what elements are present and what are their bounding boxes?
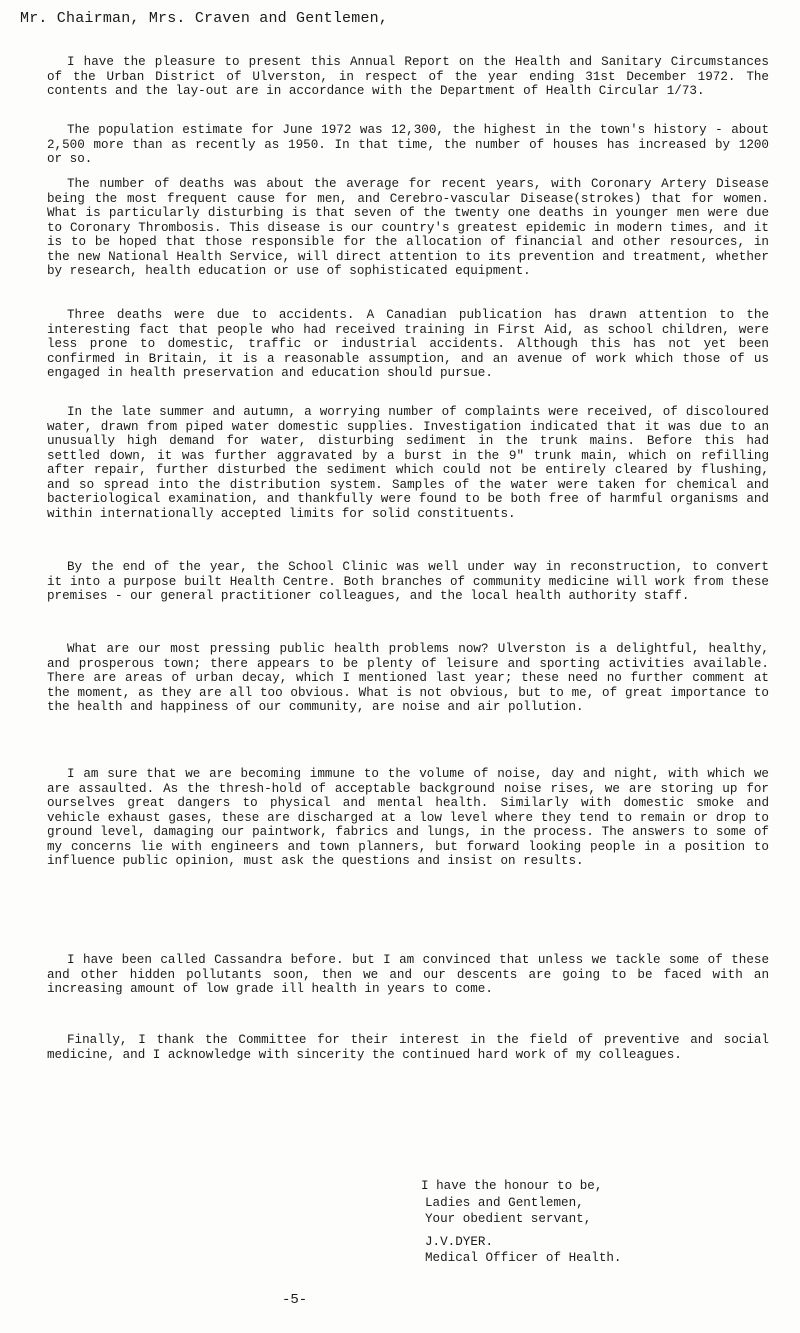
- closing-block: [421, 1178, 622, 1267]
- closing-line-honour: I have the honour to be,: [421, 1179, 603, 1193]
- paragraph-accidents: Three deaths were due to accidents. A Canadian publication has drawn attention to the interesting fact that people who had received training in First Aid, as school children, were less prone to domestic, traffic or industrial accidents. Although this has not yet been confirmed in Britain, it is a reasonable assumption, and an avenue of work which those of us engaged in health preservation and education should pursue.: [47, 308, 769, 380]
- closing-line-servant: Your obedient servant,: [425, 1212, 592, 1226]
- page-number: -5-: [282, 1292, 308, 1308]
- salutation: Mr. Chairman, Mrs. Craven and Gentlemen,: [20, 10, 389, 27]
- signature-title: Medical Officer of Health.: [425, 1251, 622, 1265]
- paragraph-thanks: Finally, I thank the Committee for their interest in the field of preventive and social medicine, and I acknowledge with sincerity the continued hard work of my colleagues.: [47, 1033, 769, 1062]
- paragraph-cassandra: I have been called Cassandra before. but I am convinced that unless we tackle some of these and other hidden pollutants soon, then we and our descents are going to be faced with an increasing amount of low grade ill health in years to come.: [47, 953, 769, 996]
- closing-line-ladies: Ladies and Gentlemen,: [425, 1195, 584, 1210]
- paragraph-population: The population estimate for June 1972 was 12,300, the highest in the town's history - about 2,500 more than as recently as 1950. In that time, the number of houses has increased by 1200 or so.: [47, 123, 769, 166]
- signature-name: J.V.DYER.: [425, 1234, 494, 1249]
- paragraph-deaths: The number of deaths was about the average for recent years, with Coronary Artery Disease being the most frequent cause for men, and Cerebro-vascular Disease(strokes) that for women. What is particularly disturbing is that seven of the twenty one deaths in younger men were due to Coronary Thrombosis. This disease is our country's greatest epidemic in modern times, and it is to be hoped that those responsible for the allocation of financial and other resources, in the new National Health Service, will direct attention to its prevention and treatment, whether by research, health education or use of sophisticated equipment.: [47, 177, 769, 278]
- paragraph-health-centre: By the end of the year, the School Clinic was well under way in reconstruction, to convert it into a purpose built Health Centre. Both branches of community medicine will work from these premises - our general practitioner colleagues, and the local health authority staff.: [47, 560, 769, 603]
- paragraph-noise-air-pollution: I am sure that we are becoming immune to the volume of noise, day and night, with which we are assaulted. As the thresh-hold of acceptable background noise rises, we are storing up for ourselves great dangers to physical and mental health. Similarly with domestic smoke and vehicle exhaust gases, these are discharged at a low level where they tend to remain or drop to ground level, damaging our paintwork, fabrics and lungs, in the process. The answers to some of my concerns lie with engineers and town planners, but forward looking people in a position to influence public opinion, must ask the questions and insist on results.: [47, 767, 769, 868]
- paragraph-public-health-problems: What are our most pressing public health problems now? Ulverston is a delightful, healthy, and prosperous town; there appears to be plenty of leisure and sporting activities available. There are areas of urban decay, which I mentioned last year; these need no further comment at the moment, as they are all too obvious. What is not obvious, but to me, of great importance to the health and happiness of our community, are noise and air pollution.: [47, 642, 769, 714]
- paragraph-water-supply: In the late summer and autumn, a worrying number of complaints were received, of discoloured water, drawn from piped water domestic supplies. Investigation indicated that it was due to an unusually high demand for water, disturbing sediment in the trunk mains. Before this had settled down, it was further aggravated by a burst in the 9" trunk main, which on refilling after repair, further disturbed the sediment which could not be entirely cleared by flushing, and so spread into the distribution system. Samples of the water were taken for chemical and bacteriological examination, and thankfully were found to be both free of harmful organisms and within internationally accepted limits for solid constituents.: [47, 405, 769, 521]
- paragraph-introduction: I have the pleasure to present this Annual Report on the Health and Sanitary Circumstances of the Urban District of Ulverston, in respect of the year ending 31st December 1972. The contents and the lay-out are in accordance with the Department of Health Circular 1/73.: [47, 55, 769, 98]
